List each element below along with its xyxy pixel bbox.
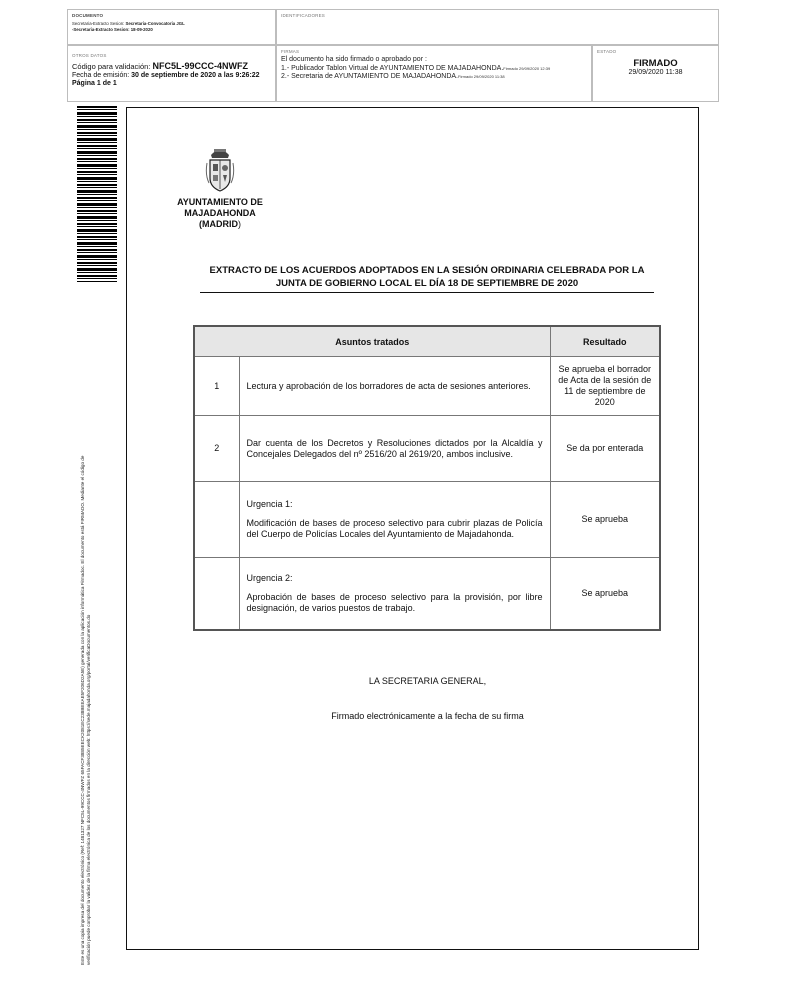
estado-label: ESTADO [597,49,617,54]
agreements-table [193,325,661,631]
row-result: Se aprueba [550,482,660,558]
header-otros-datos-box [67,45,276,102]
verification-side-note: Este es una copia impresa del documento electrónico (Ref: 1481327 NFC5L-99CCC-4NWFZ 65FACF3885EECK2081EC238BEEAE5F206D2A5E) generada con la aplicación informática Firmadoc. El documento está FIRMADO. Mediante el código de verificación puede comprobar la validez de la firma electrónica de los documentos firmados en la dirección web: https://sede.majadahonda.org/portal/verificaDocumentos.do [80,455,91,965]
table-row [194,416,660,482]
estado-value: FIRMADO [633,58,678,69]
barcode [77,106,117,282]
documento-label: DOCUMENTO [72,13,104,18]
documento-line1: Secretaria-Extracto Sesion: Secretaria-Convocatoria JGL [72,21,185,26]
header-estado-box [592,45,719,102]
fecha-emision: Fecha de emisión: 30 de septiembre de 2020 a las 9:26:22 [72,72,260,79]
identificadores-label: IDENTIFICADORES [281,13,326,18]
row-heading: Urgencia 1: [246,499,293,509]
row-heading: Urgencia 2: [246,572,293,583]
header-documento-box [67,9,276,45]
row-description: Dar cuenta de los Decretos y Resoluciones dictados por la Alcaldía y Concejales Delegados del nº 2516/20 al 2619/20, ambos inclusive. [239,416,550,482]
firma-item-1: 1.- Publicador Tablon Virtual de AYUNTAMIENTO DE MAJADAHONDA.Firmado 29/09/2020 12:39 [281,64,551,72]
firmas-label: FIRMAS [281,49,300,54]
firma-item-2: 2.- Secretaria de AYUNTAMIENTO DE MAJADAHONDA.Firmado 29/09/2020 11:38 [281,73,505,80]
documento-line2: -Secretaria-Extracto Sesion: 18-09-2020 [72,27,153,32]
table-row [194,558,660,630]
row-result: Se aprueba el borrador de Acta de la sesión de 11 de septiembre de 2020 [550,357,660,416]
coat-of-arms-logo [205,145,235,193]
table-header-row [194,326,660,357]
document-title: EXTRACTO DE LOS ACUERDOS ADOPTADOS EN LA SESIÓN ORDINARIA CELEBRADA POR LA JUNTA DE GOBIERNO LOCAL EL DÍA 18 DE SEPTIEMBRE DE 2020 [200,264,654,293]
row-description: Urgencia 1: Modificación de bases de proceso selectivo para cubrir plazas de Policía del Cuerpo de Policías Locales del Ayuntamiento de Majadahonda. [239,482,550,558]
header-identificadores-box [276,9,719,45]
row-description: Urgencia 2: Aprobación de bases de proceso selectivo para la provisión, por libre designación, de varios puestos de trabajo. [239,558,550,630]
estado-date: 29/09/2020 11:38 [628,69,683,76]
pagina-info: Página 1 de 1 [72,80,117,87]
signature-note: Firmado electrónicamente a la fecha de su firma [331,711,524,721]
header-firmas-box [276,45,592,102]
row-description: Lectura y aprobación de los borradores de acta de sesiones anteriores. [239,357,550,416]
row-number: 1 [194,357,239,416]
header-asuntos: Asuntos tratados [194,326,550,357]
row-result: Se aprueba [550,558,660,630]
header-resultado: Resultado [550,326,660,357]
codigo-value: NFC5L-99CCC-4NWFZ [152,61,248,71]
table-row [194,357,660,416]
table-row [194,482,660,558]
row-number [194,482,239,558]
codigo-validacion: Código para validación: NFC5L-99CCC-4NWFZ [72,61,248,71]
otros-datos-label: OTROS DATOS [72,53,107,58]
organization-name: AYUNTAMIENTO DE MAJADAHONDA (MADRID) [177,197,263,229]
signatory-title: LA SECRETARIA GENERAL, [368,676,487,686]
row-result: Se da por enterada [550,416,660,482]
row-number [194,558,239,630]
firmas-intro: El documento ha sido firmado o aprobado por : [281,56,427,63]
row-number: 2 [194,416,239,482]
